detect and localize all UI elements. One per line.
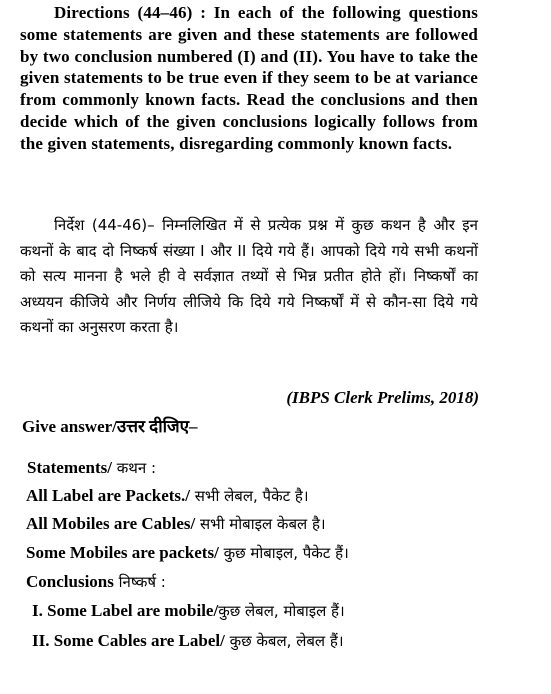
conclusion-2-en: II. Some Cables are Label/ (32, 631, 225, 650)
directions-english: Directions (44–46) : In each of the following questions some statements are given and these statements are followed by two conclusion numbered (I) and (II). You have to take the given statements to be true even if they seem to be at variance from commonly known facts. Read the conclusions and then decide which of the given conclusions logically follows from the given statements, disregarding commonly known facts. (20, 3, 478, 153)
statements-heading-hi: कथन : (111, 459, 157, 477)
statement-2-hi: सभी मोबाइल केबल है। (195, 515, 326, 533)
statement-2-en: All Mobiles are Cables/ (26, 514, 196, 533)
statement-3-en: Some Mobiles are packets/ (26, 543, 219, 562)
statements-heading (27, 458, 156, 478)
statement-2 (26, 514, 326, 534)
conclusion-2 (32, 631, 344, 651)
directions-hindi: निर्देश (44-46)– निम्नलिखित में से प्रत्येक प्रश्न में कुछ कथन है और इन कथनों के बाद दो निष्कर्ष संख्या I और II दिये गये हैं। आपको दिये गये सभी कथनों को सत्य मानना है भले ही वे सर्वज्ञात तथ्यों से भिन्न प्रतीत होते हों। निष्कर्षों का अध्ययन कीजिये और निर्णय लीजिये कि दिये गये निष्कर्षों में से कौन-सा दिये गये कथनों का अनुसरण करता है। (20, 216, 478, 336)
conclusion-1-en: I. Some Label are mobile/ (32, 601, 219, 620)
conclusion-2-hi: कुछ केबल, लेबल हैं। (224, 632, 344, 650)
statement-3 (26, 543, 349, 563)
statement-1 (26, 486, 309, 506)
conclusions-heading-en: Conclusions (26, 572, 114, 591)
give-answer-label: Give answer/उत्तर दीजिए– (22, 417, 198, 436)
conclusions-heading-hi: निष्कर्ष : (113, 573, 166, 591)
conclusions-heading (26, 572, 166, 592)
statement-1-hi: सभी लेबल, पैकेट है। (190, 487, 309, 505)
conclusion-1 (32, 601, 345, 621)
statements-heading-en: Statements/ (27, 458, 112, 477)
exam-source: (IBPS Clerk Prelims, 2018) (286, 388, 479, 407)
statement-3-hi: कुछ मोबाइल, पैकेट हैं। (218, 544, 349, 562)
conclusion-1-hi: कुछ लेबल, मोबाइल हैं। (218, 602, 345, 620)
statement-1-en: All Label are Packets./ (26, 486, 190, 505)
